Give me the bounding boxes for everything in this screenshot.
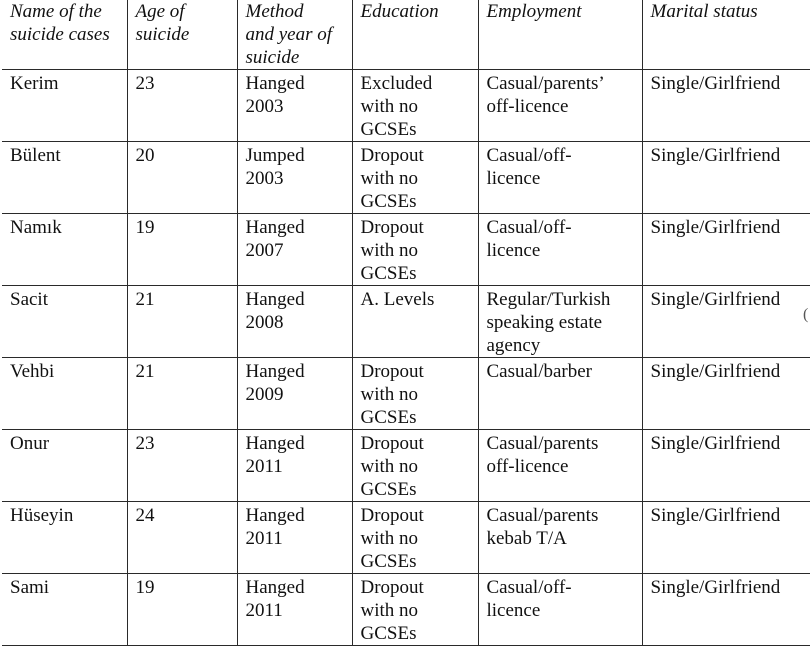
cell-age: 21 xyxy=(127,358,237,430)
cell-method-year: Hanged 2008 xyxy=(237,286,352,358)
cell-education: A. Levels xyxy=(352,286,478,358)
cell-method-year: Hanged 2011 xyxy=(237,502,352,574)
table-row xyxy=(2,214,810,286)
cell-method-year: Hanged 2011 xyxy=(237,430,352,502)
cell-age: 21 xyxy=(127,286,237,358)
cell-method-year: Hanged 2003 xyxy=(237,70,352,142)
cell-marital-status: Single/Girlfriend xyxy=(642,574,810,646)
table-row xyxy=(2,286,810,358)
header-age: Age of suicide xyxy=(127,0,237,70)
cell-name: Bülent xyxy=(2,142,127,214)
cell-marital-status: Single/Girlfriend xyxy=(642,214,810,286)
cell-name: Vehbi xyxy=(2,358,127,430)
cell-employment: Casual/parents off-licence xyxy=(478,430,642,502)
table-row xyxy=(2,70,810,142)
cell-age: 20 xyxy=(127,142,237,214)
cell-marital-status: Single/Girlfriend xyxy=(642,430,810,502)
cell-marital-status: Single/Girlfriend xyxy=(642,358,810,430)
cell-method-year: Hanged 2009 xyxy=(237,358,352,430)
header-education: Education xyxy=(352,0,478,70)
cell-employment: Casual/off- licence xyxy=(478,142,642,214)
cell-education: Dropout with no GCSEs xyxy=(352,574,478,646)
cell-method-year: Hanged 2011 xyxy=(237,574,352,646)
header-name: Name of the suicide cases xyxy=(2,0,127,70)
stray-parenthesis-mark: ( xyxy=(803,306,809,323)
cell-marital-status: Single/Girlfriend xyxy=(642,502,810,574)
cell-education: Dropout with no GCSEs xyxy=(352,502,478,574)
suicide-cases-table-wrapper xyxy=(2,0,810,646)
header-marital-status: Marital status xyxy=(642,0,810,70)
cell-education: Dropout with no GCSEs xyxy=(352,142,478,214)
cell-name: Hüseyin xyxy=(2,502,127,574)
cell-marital-status: Single/Girlfriend xyxy=(642,70,810,142)
cell-employment: Casual/barber xyxy=(478,358,642,430)
table-header-row xyxy=(2,0,810,70)
cell-name: Onur xyxy=(2,430,127,502)
suicide-cases-table xyxy=(2,0,810,646)
cell-education: Dropout with no GCSEs xyxy=(352,430,478,502)
cell-marital-status: Single/Girlfriend xyxy=(642,286,810,358)
cell-employment: Regular/Turkish speaking estate agency xyxy=(478,286,642,358)
cell-employment: Casual/parents kebab T/A xyxy=(478,502,642,574)
cell-age: 24 xyxy=(127,502,237,574)
table-row xyxy=(2,574,810,646)
cell-age: 19 xyxy=(127,214,237,286)
cell-age: 19 xyxy=(127,574,237,646)
header-method-year: Method and year of suicide xyxy=(237,0,352,70)
cell-name: Sacit xyxy=(2,286,127,358)
cell-age: 23 xyxy=(127,70,237,142)
table-row xyxy=(2,430,810,502)
cell-name: Sami xyxy=(2,574,127,646)
cell-education: Dropout with no GCSEs xyxy=(352,214,478,286)
cell-employment: Casual/parents’ off-licence xyxy=(478,70,642,142)
cell-education: Dropout with no GCSEs xyxy=(352,358,478,430)
cell-name: Namık xyxy=(2,214,127,286)
cell-age: 23 xyxy=(127,430,237,502)
table-row xyxy=(2,502,810,574)
header-employment: Employment xyxy=(478,0,642,70)
cell-method-year: Jumped 2003 xyxy=(237,142,352,214)
cell-name: Kerim xyxy=(2,70,127,142)
cell-marital-status: Single/Girlfriend xyxy=(642,142,810,214)
table-row xyxy=(2,142,810,214)
cell-employment: Casual/off- licence xyxy=(478,574,642,646)
cell-education: Excluded with no GCSEs xyxy=(352,70,478,142)
cell-employment: Casual/off- licence xyxy=(478,214,642,286)
table-row xyxy=(2,358,810,430)
cell-method-year: Hanged 2007 xyxy=(237,214,352,286)
